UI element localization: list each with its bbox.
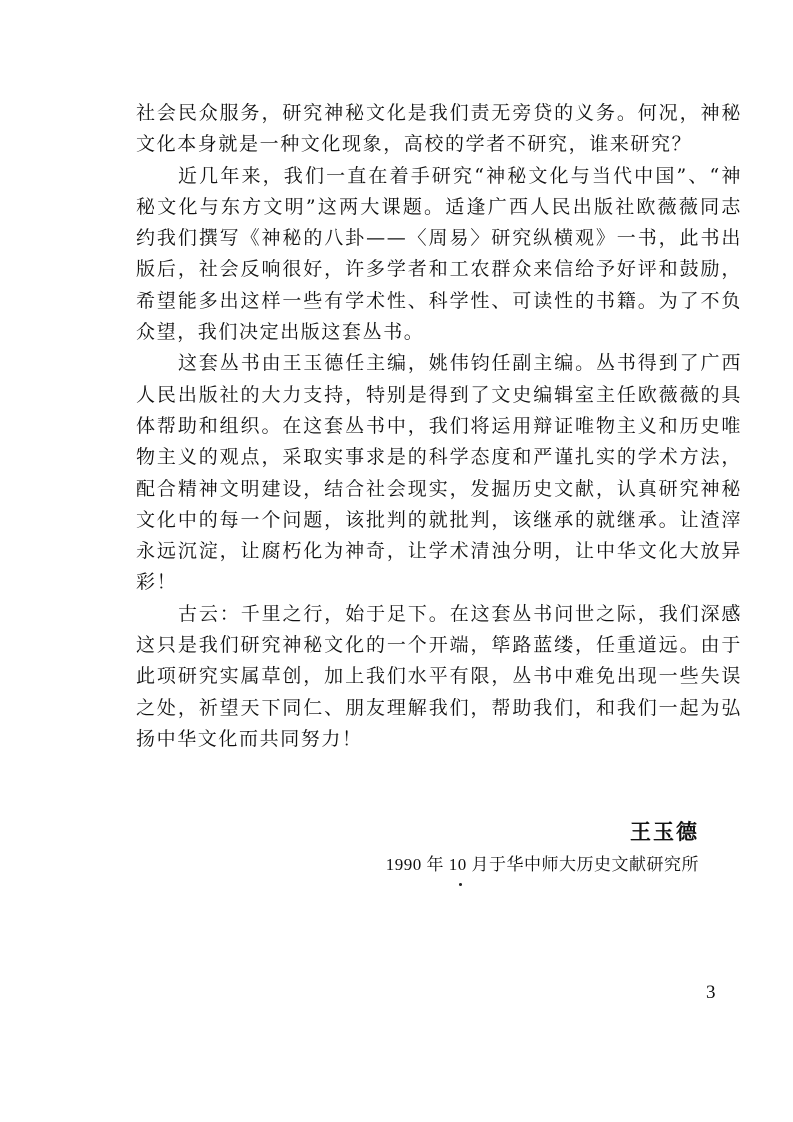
page-number: 3 — [706, 982, 716, 1003]
paragraph-continuation: 社会民众服务，研究神秘文化是我们责无旁贷的义务。何况，神秘文化本身就是一种文化现象，高校的学者不研究，谁来研究？ — [136, 102, 742, 156]
print-speck — [459, 883, 462, 886]
paragraph-series-editors: 这套丛书由王玉德任主编，姚伟钧任副主编。丛书得到了广西人民出版社的大力支持，特别是得到了文史编辑室主任欧薇薇的具体帮助和组织。在这套丛书中，我们将运用辩证唯物主义和历史唯物主义的观点，采取实事求是的科学态度和严谨扎实的学术方法，配合精神文明建设，结合社会现实，发掘历史文献，认真研究神秘文化中的每一个问题，该批判的就批判，该继承的就继承。让渣滓永远沉淀，让腐朽化为神奇，让学术清浊分明，让中华文化大放异彩！ — [136, 352, 742, 594]
paragraph-research-topics: 近几年来，我们一直在着手研究“神秘文化与当代中国”、“神秘文化与东方文明”这两大课题。适逢广西人民出版社欧薇薇同志约我们撰写《神秘的八卦——〈周易〉研究纵横观》一书，此书出版后，社会反响很好，许多学者和工农群众来信给予好评和鼓励，希望能多出这样一些有学术性、科学性、可读性的书籍。为了不负众望，我们决定出版这套丛书。 — [136, 164, 742, 344]
body-text — [136, 98, 742, 755]
paragraph-closing: 古云：千里之行，始于足下。在这套丛书问世之际，我们深感这只是我们研究神秘文化的一个开端，筚路蓝缕，任重道远。由于此项研究实属草创，加上我们水平有限，丛书中难免出现一些失误之处，祈望天下同仁、朋友理解我们，帮助我们，和我们一起为弘扬中华文化而共同努力！ — [136, 602, 742, 750]
date-place-line: 1990 年 10 月于华中师大历史文献研究所 — [385, 855, 699, 874]
author-signature: 王玉德 — [630, 820, 699, 844]
